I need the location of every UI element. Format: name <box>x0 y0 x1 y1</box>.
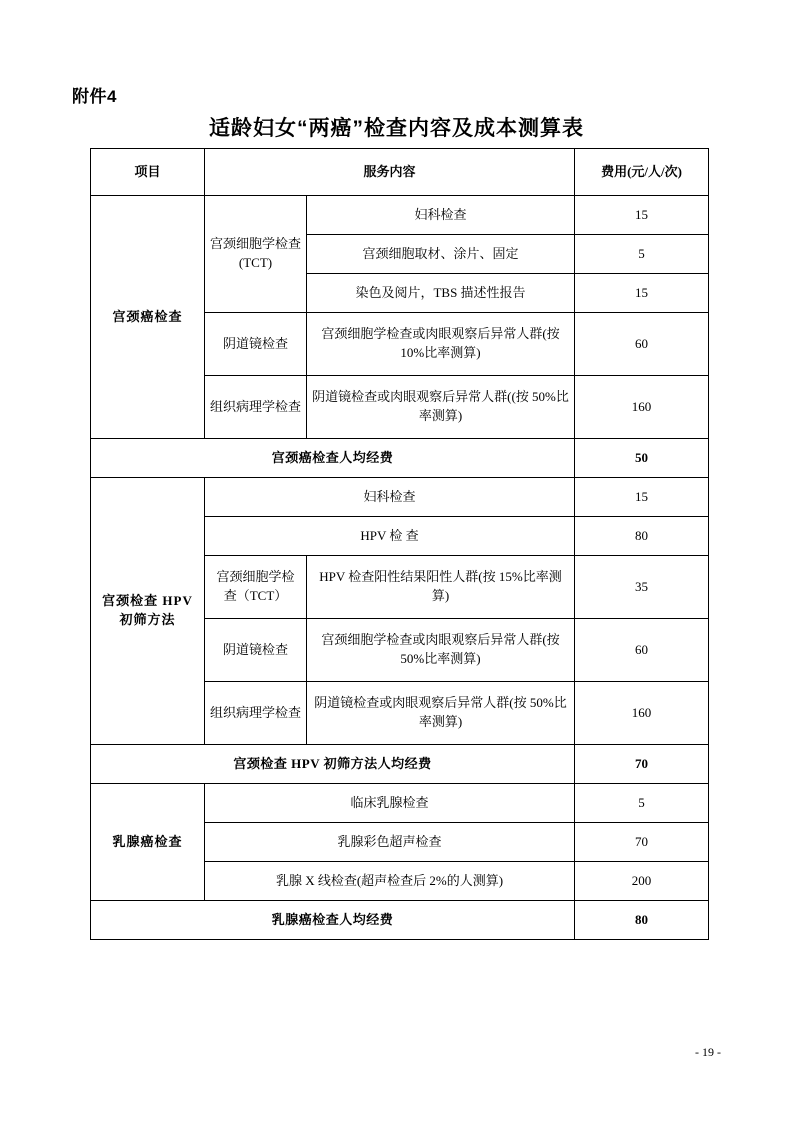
table-subtotal-row <box>91 901 709 940</box>
table-row <box>91 196 709 235</box>
desc-cell: HPV 检 查 <box>205 517 575 556</box>
fee-cell: 15 <box>575 196 709 235</box>
fee-cell: 160 <box>575 682 709 745</box>
desc-cell: 宫颈细胞学检查或肉眼观察后异常人群(按 50%比率测算) <box>307 619 575 682</box>
desc-cell: 妇科检查 <box>205 478 575 517</box>
desc-cell: 染色及阅片，TBS 描述性报告 <box>307 274 575 313</box>
desc-cell: 临床乳腺检查 <box>205 784 575 823</box>
page-title: 适龄妇女“两癌”检查内容及成本测算表 <box>209 117 584 140</box>
subtotal-fee: 70 <box>575 745 709 784</box>
fee-cell: 5 <box>575 784 709 823</box>
fee-cell: 60 <box>575 619 709 682</box>
sub-cell: 组织病理学检查 <box>205 376 307 439</box>
category-cell: 乳腺癌检查 <box>91 784 205 901</box>
desc-cell: 宫颈细胞学检查或肉眼观察后异常人群(按 10%比率测算) <box>307 313 575 376</box>
cost-table <box>90 148 709 940</box>
fee-cell: 15 <box>575 478 709 517</box>
desc-cell: 乳腺彩色超声检查 <box>205 823 575 862</box>
fee-cell: 160 <box>575 376 709 439</box>
category-cell: 宫颈检查 HPV 初筛方法 <box>91 478 205 745</box>
table-subtotal-row <box>91 745 709 784</box>
fee-cell: 15 <box>575 274 709 313</box>
desc-cell: 宫颈细胞取材、涂片、固定 <box>307 235 575 274</box>
subtotal-label: 宫颈癌检查人均经费 <box>91 439 575 478</box>
table-row <box>91 478 709 517</box>
desc-cell: 乳腺 X 线检查(超声检查后 2%的人测算) <box>205 862 575 901</box>
desc-cell: 阴道镜检查或肉眼观察后异常人群(按 50%比率测算) <box>307 682 575 745</box>
header-category: 项目 <box>91 149 205 196</box>
desc-cell: 妇科检查 <box>307 196 575 235</box>
header-fee: 费用(元/人/次) <box>575 149 709 196</box>
fee-cell: 200 <box>575 862 709 901</box>
sub-cell: 宫颈细胞学检 查（TCT） <box>205 556 307 619</box>
subtotal-label: 乳腺癌检查人均经费 <box>91 901 575 940</box>
fee-cell: 70 <box>575 823 709 862</box>
sub-cell: 组织病理学检查 <box>205 682 307 745</box>
fee-cell: 60 <box>575 313 709 376</box>
fee-cell: 5 <box>575 235 709 274</box>
page-number: - 19 - <box>695 1045 721 1059</box>
subtotal-label: 宫颈检查 HPV 初筛方法人均经费 <box>91 745 575 784</box>
table-row <box>91 784 709 823</box>
category-cell: 宫颈癌检查 <box>91 196 205 439</box>
sub-cell: 宫颈细胞学检查(TCT) <box>205 196 307 313</box>
desc-cell: 阴道镜检查或肉眼观察后异常人群((按 50%比率测算) <box>307 376 575 439</box>
subtotal-fee: 80 <box>575 901 709 940</box>
table-subtotal-row <box>91 439 709 478</box>
fee-cell: 35 <box>575 556 709 619</box>
fee-cell: 80 <box>575 517 709 556</box>
attachment-label: 附件4 <box>72 87 117 106</box>
sub-cell: 阴道镜检查 <box>205 313 307 376</box>
desc-cell: HPV 检查阳性结果阳性人群(按 15%比率测算) <box>307 556 575 619</box>
sub-cell: 阴道镜检查 <box>205 619 307 682</box>
subtotal-fee: 50 <box>575 439 709 478</box>
table-header-row <box>91 149 709 196</box>
header-service: 服务内容 <box>205 149 575 196</box>
